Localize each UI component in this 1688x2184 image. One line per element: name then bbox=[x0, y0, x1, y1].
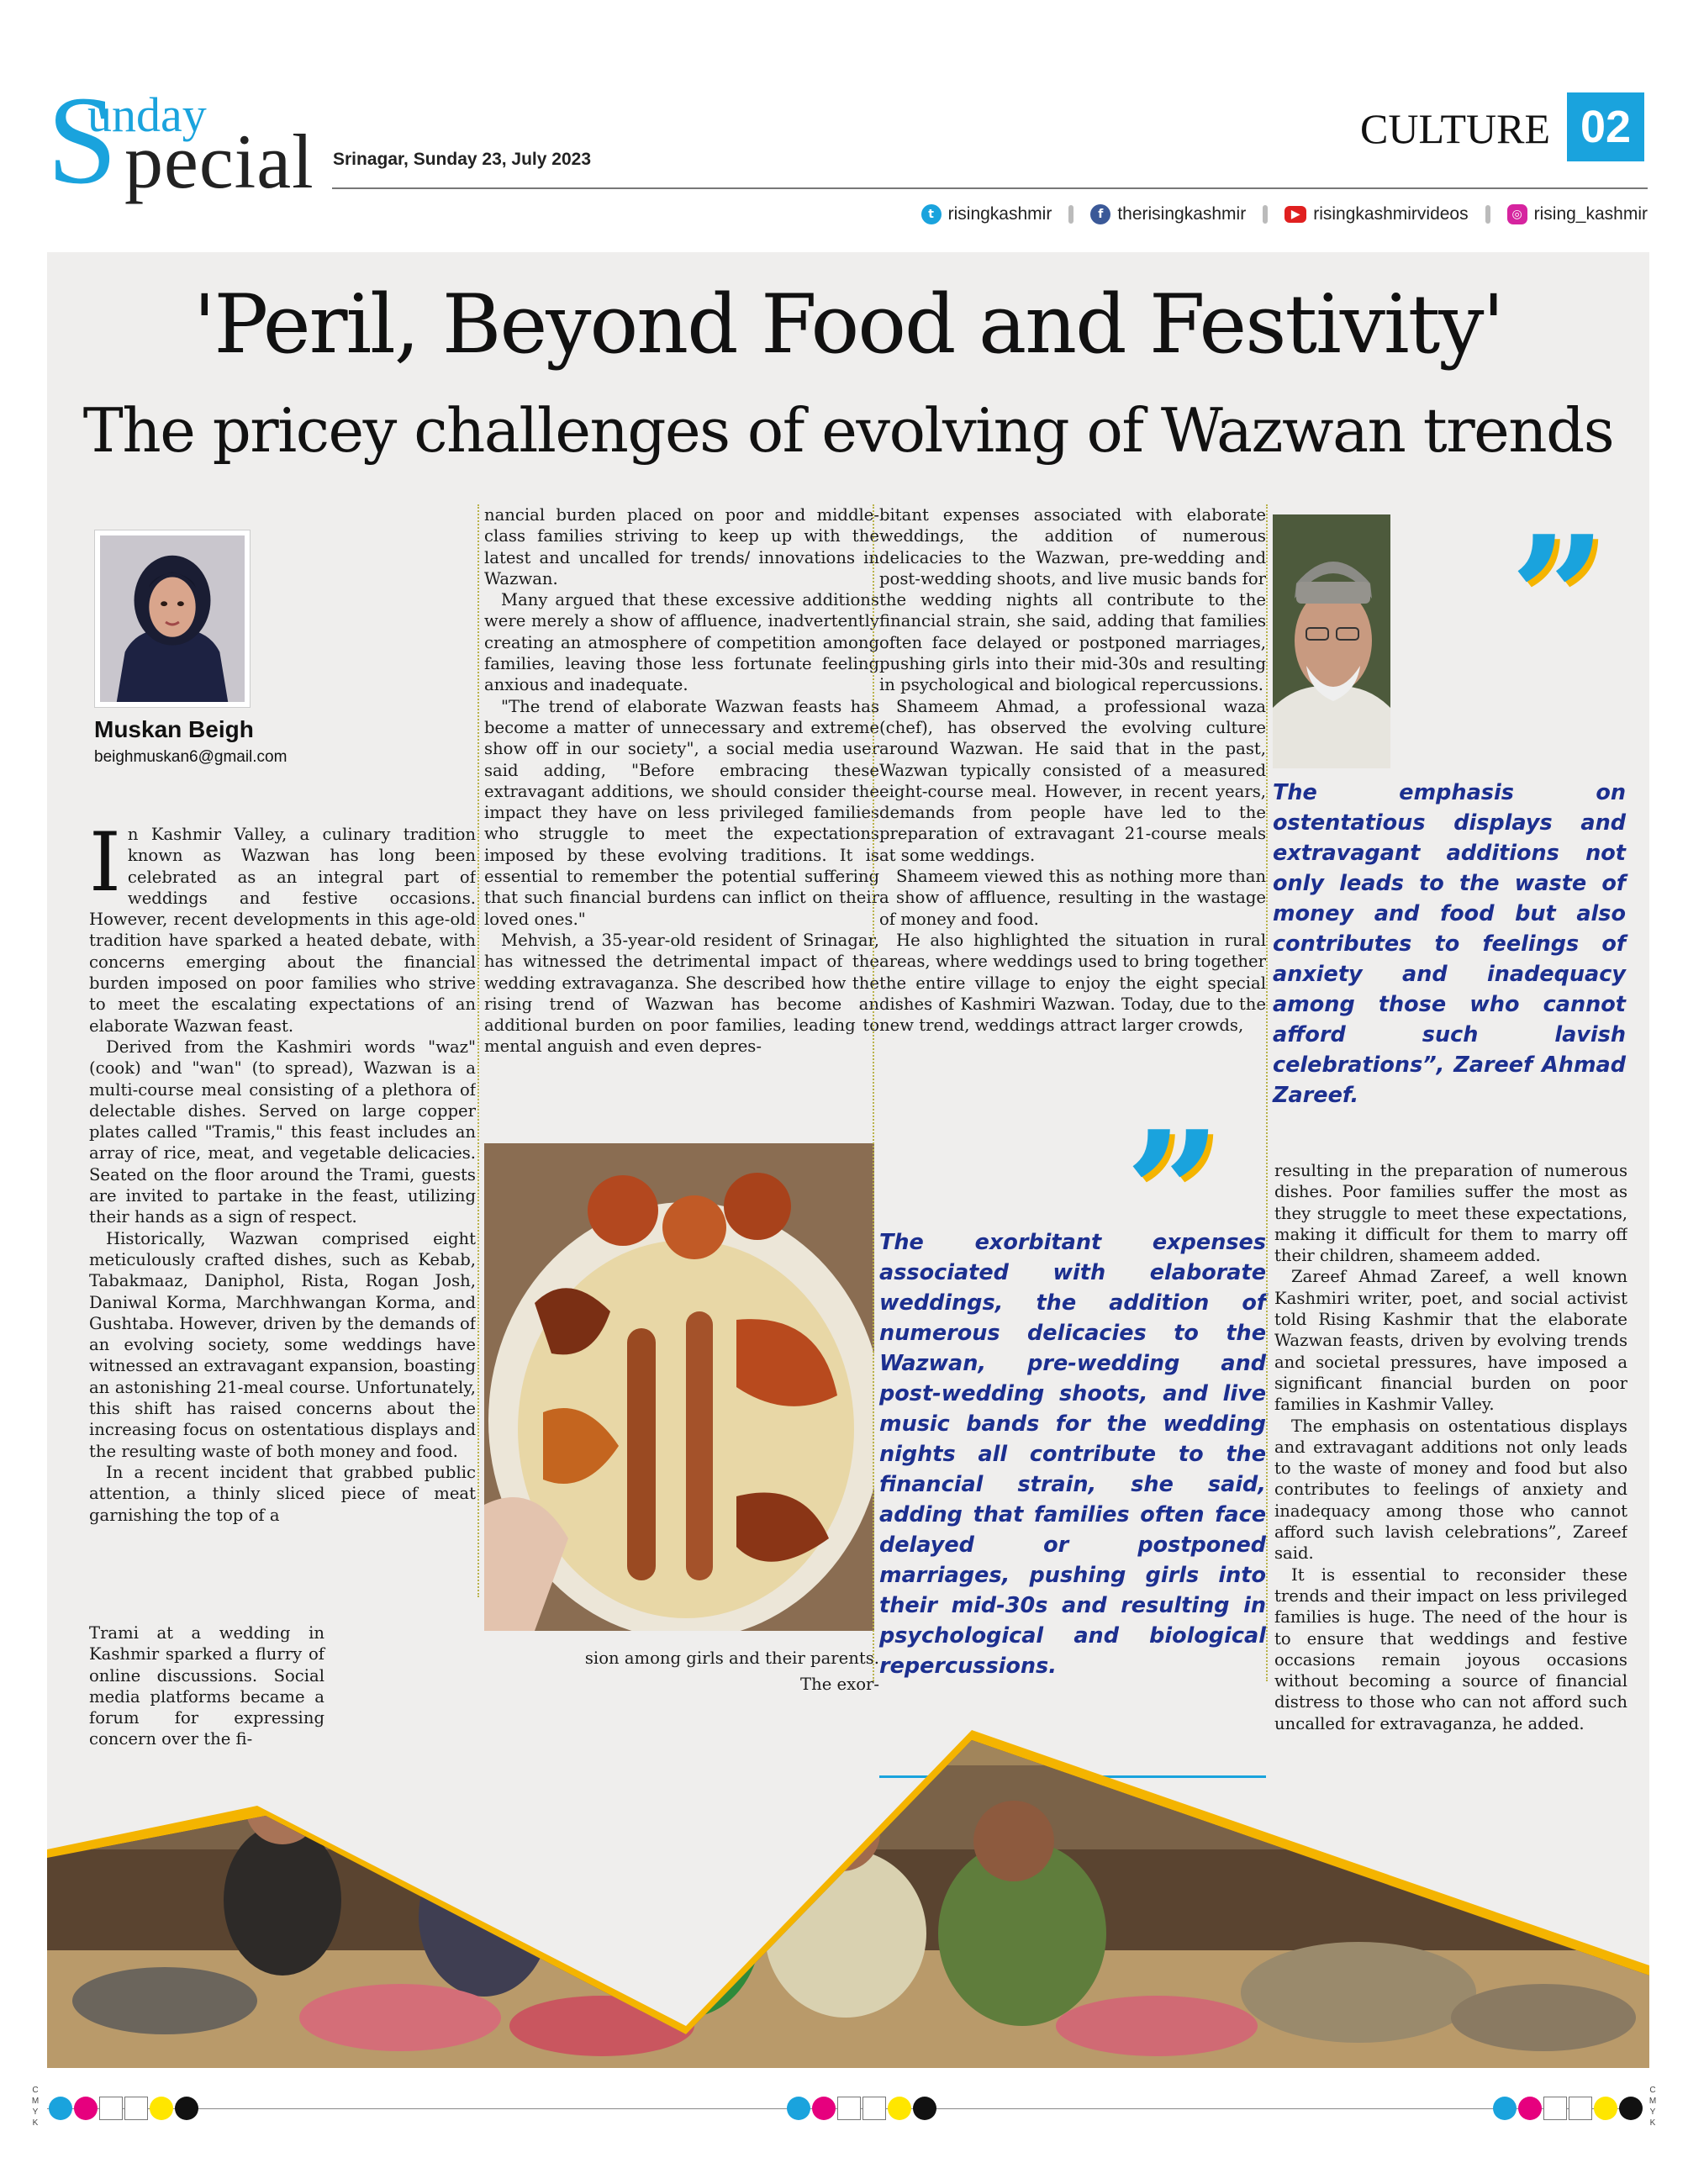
column-divider bbox=[1266, 504, 1268, 1681]
color-swatch-group bbox=[787, 2097, 936, 2120]
yellow-swatch bbox=[150, 2097, 173, 2120]
logo-pecial: pecial bbox=[124, 119, 314, 204]
social-facebook[interactable] bbox=[1090, 204, 1246, 224]
drop-cap: I bbox=[89, 824, 121, 910]
paragraph: Historically, Wazwan comprised eight meticulously crafted dishes, such as Kebab, Tabakmaaz, Daniphol, Rista, Rogan Josh, Daniwal Korma, Marchhwangan Korma, and Gushtaba. However, driven by the demands of an evolving society, some weddings have witnessed an extravagant expansion, boasting an astonishing 21-meal course. Unfortunately, this shift has raised concerns about the increasing focus on ostentatious displays and the resulting waste of both money and food. bbox=[89, 1228, 476, 1461]
author-photo bbox=[94, 530, 251, 708]
facebook-icon: f bbox=[1090, 204, 1110, 224]
magenta-swatch bbox=[812, 2097, 836, 2120]
cmyk-m: M bbox=[31, 2097, 40, 2106]
magenta-swatch bbox=[1518, 2097, 1542, 2120]
paragraph: Shameem Ahmad, a professional waza (chef), has observed the evolving culture around Wazwan. He said that in the past, Wazwan typically consisted of a measured eight-course meal. However, in recent years, demands from people have led to the preparation of extravagant 21-course meals at some weddings. bbox=[879, 696, 1266, 865]
social-twitter[interactable] bbox=[921, 204, 1052, 224]
magenta-swatch bbox=[74, 2097, 98, 2120]
paragraph: nancial burden placed on poor and middle-class families striving to keep up with the latest and uncalled for trends/ innovations in Wazwan. bbox=[484, 505, 879, 588]
social-youtube[interactable] bbox=[1284, 204, 1468, 224]
cmyk-k: K bbox=[1649, 2118, 1656, 2128]
paragraph: In a recent incident that grabbed public attention, a thinly sliced piece of meat garnishing the top of a bbox=[89, 1462, 476, 1525]
color-swatch-group bbox=[49, 2097, 198, 2120]
paragraph: Many argued that these excessive additions were merely a show of affluence, inadvertently creating an atmosphere of competition among families, leaving those less fortunate feeling anxious and inadequate. bbox=[484, 590, 879, 695]
wazwan-cooks-photo bbox=[47, 1597, 1649, 2068]
social-bar bbox=[921, 204, 1648, 224]
registration-mark bbox=[1569, 2097, 1592, 2120]
paragraph: The emphasis on ostentatious displays and extravagant additions not only leads to the waste of money and food but also contributes to feelings of anxiety and inadequacy among those who cannot afford such lavish celebrations”, Zareef said. bbox=[1274, 1416, 1627, 1564]
paragraph: Zareef Ahmad Zareef, a well known Kashmiri writer, poet, and social activist told Rising Kashmir that the elaborate Wazwan feasts, driven by evolving trends and societal pressures, have imposed a significant financial burden on poor families in Kashmir Valley. bbox=[1274, 1267, 1627, 1415]
black-swatch bbox=[175, 2097, 198, 2120]
black-swatch bbox=[913, 2097, 936, 2120]
headline: 'Peril, Beyond Food and Festivity' bbox=[193, 277, 1503, 372]
instagram-icon: ◎ bbox=[1507, 204, 1527, 224]
zareef-photo bbox=[1273, 514, 1390, 768]
paragraph bbox=[89, 824, 476, 1037]
masthead bbox=[47, 71, 1644, 210]
wazwan-dish-photo bbox=[484, 1143, 874, 1631]
yellow-swatch bbox=[888, 2097, 911, 2120]
author-email[interactable]: beighmuskan6@gmail.com bbox=[94, 748, 287, 766]
registration-mark bbox=[862, 2097, 886, 2120]
column-divider bbox=[873, 504, 874, 1681]
cmyk-c: C bbox=[32, 2086, 39, 2095]
section-name: CULTURE bbox=[1360, 105, 1550, 152]
social-separator bbox=[1485, 205, 1490, 224]
youtube-handle: risingkashmirvideos bbox=[1313, 204, 1469, 224]
paragraph: Mehvish, a 35-year-old resident of Srinagar, has witnessed the detrimental impact of the wedding extravaganza. She described how the rising trend of Wazwan has become an additional burden on poor families, leading to mental anguish and even depres- bbox=[484, 930, 879, 1057]
quote-mark-icon: ” bbox=[1125, 1095, 1222, 1292]
subheadline: The pricey challenges of evolving of Wazwan trends bbox=[82, 395, 1614, 466]
registration-mark bbox=[1543, 2097, 1567, 2120]
social-instagram[interactable] bbox=[1507, 204, 1648, 224]
paragraph: Shameem viewed this as nothing more than a show of affluence, resulting in the wastage of money and food. bbox=[879, 867, 1266, 929]
facebook-handle: therisingkashmir bbox=[1117, 204, 1247, 224]
page-number: 02 bbox=[1567, 92, 1644, 161]
cmyk-k: K bbox=[32, 2118, 39, 2128]
quote-mark-icon: ” bbox=[1510, 499, 1607, 697]
logo-unday: unday bbox=[87, 87, 207, 142]
paragraph-tail: sion among girls and their parents. bbox=[584, 1649, 879, 1668]
pull-quote-1: The exorbitant expenses associated with elaborate weddings, the addition of numerous delicacies to the Wazwan, pre-wedding and post-wedding shoots, and live music bands for the wedding nights all contribute to the financial strain, she said, adding that families often face delayed or postponed marriages, pushing girls into their mid-30s and resulting in psychological and biological repercussions. bbox=[879, 1230, 1266, 1679]
paragraph: He also highlighted the situation in rural areas, where weddings used to bring together the entire village to enjoy the eight special dishes of Kashmiri Wazwan. Today, due to the new trend, weddings attract larger crowds, bbox=[879, 930, 1266, 1036]
article-panel bbox=[47, 252, 1649, 2068]
cmyk-y: Y bbox=[1649, 2108, 1656, 2117]
dateline: Srinagar, Sunday 23, July 2023 bbox=[333, 150, 591, 169]
registration-mark bbox=[99, 2097, 123, 2120]
cmyk-m: M bbox=[1648, 2097, 1657, 2106]
paragraph-continuation: The exor- bbox=[800, 1675, 879, 1695]
paragraph: "The trend of elaborate Wazwan feasts has become a matter of unnecessary and extreme show off in our society", a social media user said adding, "Before embracing these extravagant additions, we should consider the impact they have on less privileged families who struggle to meet the expectations imposed by these evolving traditions. It is essential to remember the potential suffering that such financial burdens can inflict on their loved ones." bbox=[484, 696, 879, 929]
pull-quote-2: The emphasis on ostentatious displays and extravagant additions not only leads to the waste of money and food but also contributes to feelings of anxiety and inadequacy among those who cannot afford such lavish celebrations”, Zareef Ahmad Zareef. bbox=[1273, 780, 1626, 1108]
paragraph: It is essential to reconsider these trends and their impact on less privileged families is huge. The need of the hour is to ensure that weddings and festive occasions remain joyous occasions without becoming a source of financial distress to those who can not afford such uncalled for extravaganza, he added. bbox=[1274, 1564, 1627, 1733]
registration-mark bbox=[124, 2097, 148, 2120]
column-divider bbox=[477, 504, 479, 1597]
paragraph: resulting in the preparation of numerous dishes. Poor families suffer the most as they struggle to meet these expectations, making it difficult for them to marry off their children, shameem added. bbox=[1274, 1161, 1627, 1266]
paragraph: bitant expenses associated with elaborate weddings, the addition of numerous delicacies to the Wazwan, pre-wedding and post-wedding shoots, and live music bands for the wedding nights all contribute to the financial strain, she said, adding that families often face delayed or postponed marriages, pushing girls into their mid-30s and resulting in psychological and biological repercussions. bbox=[879, 505, 1266, 695]
cmyk-label-left bbox=[30, 2085, 40, 2129]
social-separator bbox=[1263, 205, 1268, 224]
print-registration-bar bbox=[30, 2085, 1658, 2135]
cyan-swatch bbox=[787, 2097, 810, 2120]
youtube-icon: ▶ bbox=[1284, 206, 1306, 223]
registration-mark bbox=[837, 2097, 861, 2120]
social-separator bbox=[1068, 205, 1073, 224]
cmyk-c: C bbox=[1649, 2086, 1656, 2095]
body-column-1-tail: Trami at a wedding in Kashmir sparked a flurry of online discussions. Social media platforms became a forum for expressing concern over the fi- bbox=[89, 1623, 324, 1749]
instagram-handle: rising_kashmir bbox=[1533, 204, 1648, 224]
cyan-swatch bbox=[1493, 2097, 1517, 2120]
cmyk-y: Y bbox=[32, 2108, 39, 2117]
black-swatch bbox=[1619, 2097, 1643, 2120]
cyan-swatch bbox=[49, 2097, 72, 2120]
author-name: Muskan Beigh bbox=[94, 716, 254, 742]
masthead-rule bbox=[332, 187, 1648, 189]
twitter-icon: t bbox=[921, 204, 942, 224]
color-swatch-group bbox=[1493, 2097, 1643, 2120]
logo-letter-s: S bbox=[47, 71, 118, 210]
twitter-handle: risingkashmir bbox=[947, 204, 1052, 224]
paragraph-text: n Kashmir Valley, a culinary tradition known as Wazwan has long been celebrated as an integral part of weddings and festive occasions. However, recent developments in this age-old tradition have sparked a heated debate, with concerns emerging about the financial burden imposed on poor families who strive to meet the escalating expectations of an elaborate Wazwan feast. bbox=[89, 825, 476, 1036]
yellow-swatch bbox=[1594, 2097, 1617, 2120]
paragraph: Derived from the Kashmiri words "waz" (cook) and "wan" (to spread), Wazwan is a multi-course meal consisting of a plethora of delectable dishes. Served on large copper plates called "Tramis," this feast includes an array of rice, meat, and vegetable delicacies. Seated on the floor around the Trami, guests are invited to partake in the feast, utilizing their hands as a sign of respect. bbox=[89, 1037, 476, 1227]
cmyk-label-right bbox=[1648, 2085, 1658, 2129]
